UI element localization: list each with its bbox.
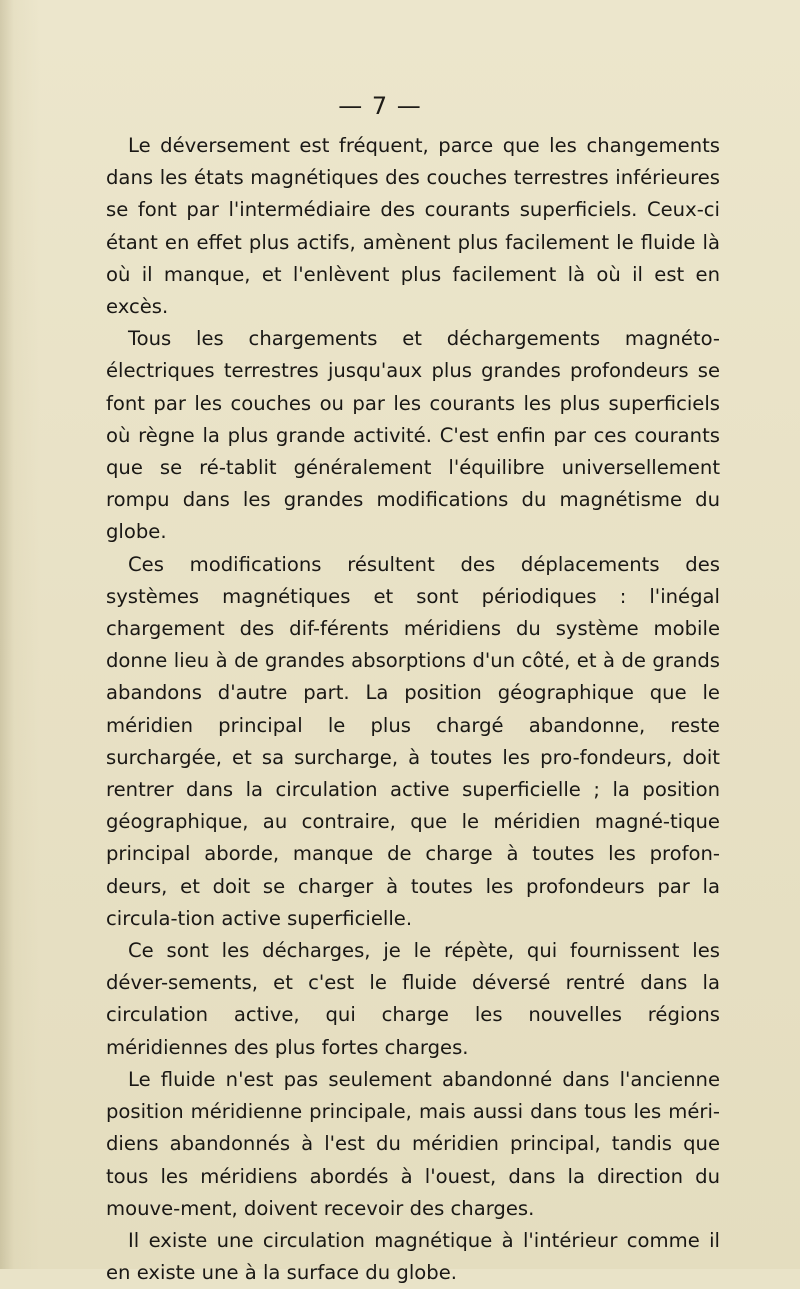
paragraph-5: Le fluide n'est pas seulement abandonné dans l'ancienne position méridienne principale, mais aussi dans tous les méri-diens abandonnés à l'est du méridien principal, tandis que tous les méridiens abordés à l'ouest, dans la direction du mouve-ment, doivent recevoir des charges. — [106, 1067, 720, 1220]
paragraph-3: Ces modifications résultent des déplacements des systèmes magnétiques et sont périodiques : l'inégal chargement des dif-férents méridiens du système mobile donne lieu à de grandes absorptions d'un côté, et à de grands abandons d'autre part. La position géographique que le méridien principal le plus chargé abandonne, reste surchargée, et sa surcharge, à toutes les pro-fondeurs, doit rentrer dans la circulation active superficielle ; la position géographique, au contraire, que le méridien magné-tique principal aborde, manque de charge à toutes les profon-deurs, et doit se charger à toutes les profondeurs par la circula-tion active superficielle. — [106, 552, 720, 930]
paragraph-6: Il existe une circulation magnétique à l'intérieur comme il en existe une à la surface du globe. — [106, 1228, 720, 1285]
paragraph-2: Tous les chargements et déchargements magnéto-électriques terrestres jusqu'aux plus grandes profondeurs se font par les couches ou par les courants les plus superficiels où règne la plus grande activité. C'est enfin par ces courants que se ré-tablit généralement l'équilibre universellement rompu dans les grandes modifications du magnétisme du globe. — [106, 327, 720, 544]
paragraph-4: Ce sont les décharges, je le répète, qui fournissent les déver-sements, et c'est le fluide déversé rentré dans la circulation active, qui charge les nouvelles régions méridiennes des plus fortes charges. — [106, 939, 720, 1059]
page-number: — 7 — — [338, 92, 422, 120]
paragraph-1: Le déversement est fréquent, parce que les changements dans les états magnétiques des couches terrestres inférieures se font par l'intermédiaire des courants superficiels. Ceux-ci étant en effet plus actifs, amènent plus facilement le fluide là où il manque, et l'enlèvent plus facilement là où il est en excès. — [106, 134, 720, 319]
body-text — [106, 130, 720, 1289]
